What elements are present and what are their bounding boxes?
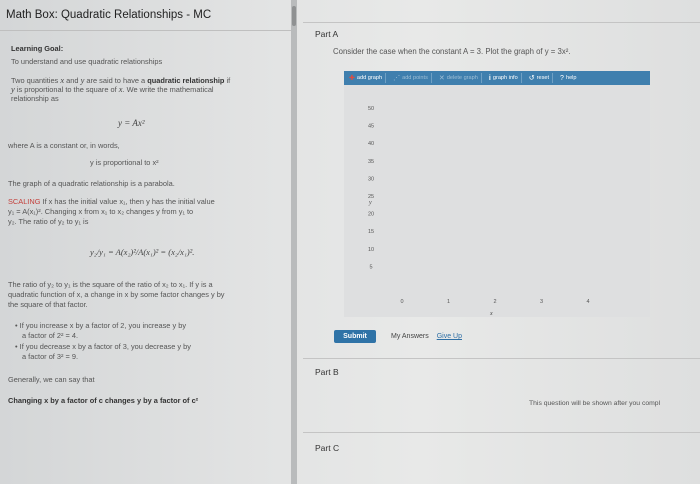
scaling-line-3: y₂. The ratio of y₂ to y₁ is: [8, 217, 89, 226]
scaling-line-2: y₁ = A(x₁)². Changing x from x₁ to x₂ changes y from y₁ to: [8, 207, 194, 216]
help-label: help: [565, 75, 577, 81]
point-icon: ⋰: [393, 75, 401, 82]
bullet-1: • If you increase x by a factor of 2, you increase y by: [15, 321, 187, 330]
y-tick-label: 35: [367, 158, 375, 165]
info-icon: i: [488, 74, 491, 82]
generally-text: Generally, we can say that: [8, 375, 95, 384]
left-panel: [0, 0, 296, 484]
reset-label: reset: [536, 75, 550, 81]
var-y: y: [11, 84, 15, 94]
y-axis-label: y: [369, 200, 372, 206]
add-graph-button[interactable]: [346, 73, 386, 83]
where-text: where A is a constant or, in words,: [8, 141, 120, 150]
var-x: x: [118, 84, 123, 94]
add-graph-label: add graph: [356, 75, 383, 81]
graph-area[interactable]: [344, 85, 650, 317]
y-tick-label: 5: [369, 264, 373, 271]
help-icon: ?: [560, 74, 564, 82]
delete-graph-label: delete graph: [446, 75, 478, 81]
scaling-label: SCALING: [8, 197, 41, 206]
intro-line-3: relationship as: [11, 94, 59, 103]
conclusion-text: Changing x by a factor of c changes y by a factor of c²: [8, 396, 199, 405]
top-divider: [303, 22, 700, 23]
y-tick-label: 30: [367, 176, 375, 183]
graph-canvas[interactable]: [344, 85, 650, 317]
y-tick-label: 10: [367, 246, 375, 253]
intro-text: is proportional to the square of: [16, 85, 117, 94]
ratio-text-1: The ratio of y₂ to y₁ is the square of the ratio of x₂ to x₁. If y is a: [8, 280, 213, 289]
reset-icon: ↺: [528, 75, 535, 82]
var-x: x: [60, 75, 65, 85]
var-y: y: [80, 75, 85, 85]
submit-button[interactable]: Submit: [334, 330, 376, 343]
quadratic-relationship-term: quadratic relationship: [147, 76, 225, 85]
y-tick-label: 15: [367, 229, 375, 236]
part-c-label: Part C: [315, 443, 340, 453]
proportional-text: y is proportional to x²: [90, 158, 159, 167]
ratio-text-3: the square of that factor.: [8, 300, 88, 309]
part-b-label: Part B: [315, 367, 339, 377]
y-tick-label: 25: [367, 194, 375, 200]
plus-icon: ✚: [349, 75, 355, 82]
help-button[interactable]: [557, 73, 579, 83]
intro-text: . We write the mathematical: [122, 85, 214, 94]
learning-goal-text: To understand and use quadratic relationships: [11, 57, 163, 66]
y-tick-label: 20: [367, 211, 375, 218]
page-title: Math Box: Quadratic Relationships - MC: [6, 9, 212, 21]
bullet-1-cont: a factor of 2² = 4.: [22, 331, 79, 340]
intro-text: and: [66, 76, 79, 85]
part-b-locked-note: This question will be shown after you compl: [529, 400, 661, 407]
add-points-label: add points: [402, 75, 428, 81]
graph-background: [344, 85, 650, 317]
bullet-2-text: If you decrease x by a factor of 3, you decrease y by: [19, 342, 191, 351]
title-divider: [0, 30, 292, 31]
add-points-button[interactable]: [390, 73, 432, 83]
intro-text: Two quantities: [11, 76, 59, 85]
reset-button[interactable]: [526, 73, 553, 83]
scaling-line-1: [8, 197, 215, 206]
y-tick-label: 50: [367, 106, 375, 112]
my-answers-link[interactable]: My Answers: [391, 333, 429, 340]
part-a-question: Consider the case when the constant A = 3. Plot the graph of y = 3x².: [333, 47, 571, 56]
graph-info-button[interactable]: [486, 73, 522, 83]
intro-text: if: [226, 76, 231, 85]
x-tick-label: 4: [586, 299, 590, 305]
parabola-text: The graph of a quadratic relationship is a parabola.: [8, 179, 175, 188]
x-axis-label: x: [490, 311, 493, 317]
scaling-text: If x has the initial value x₁, then y has the initial value: [42, 197, 215, 206]
bullet-2: • If you decrease x by a factor of 3, you decrease y by: [15, 342, 191, 351]
equation-y-ax2: y = Ax²: [118, 118, 145, 128]
y-tick-label: 45: [367, 123, 375, 130]
graph-toolbar: [344, 71, 650, 85]
splitter-handle[interactable]: [292, 6, 296, 26]
delete-graph-button[interactable]: [436, 73, 482, 83]
intro-line-2: [11, 85, 214, 94]
answer-links: [391, 333, 462, 340]
right-panel: [297, 0, 700, 484]
x-tick-label: 0: [400, 299, 404, 305]
bullet-2-cont: a factor of 3² = 9.: [22, 352, 79, 361]
give-up-link[interactable]: Give Up: [436, 333, 462, 340]
intro-text: are said to have a: [86, 76, 146, 85]
graph-info-label: graph info: [492, 75, 518, 81]
y-tick-label: 40: [367, 141, 375, 148]
delete-icon: ✕: [438, 75, 445, 82]
ratio-text-2: quadratic function of x, a change in x by some factor changes y by: [8, 290, 225, 299]
x-tick-label: 3: [539, 299, 544, 305]
ratio-equation: y₂/y₁ = A(x₂)²/A(x₁)² = (x₂/x₁)².: [90, 247, 195, 257]
part-b-divider: [303, 358, 700, 359]
part-a-label: Part A: [315, 29, 339, 39]
bullet-1-text: If you increase x by a factor of 2, you increase y by: [19, 321, 187, 330]
x-tick-label: 2: [493, 299, 497, 305]
learning-goal-heading: Learning Goal:: [11, 44, 64, 53]
part-c-divider: [303, 432, 700, 433]
x-tick-label: 1: [446, 299, 451, 305]
